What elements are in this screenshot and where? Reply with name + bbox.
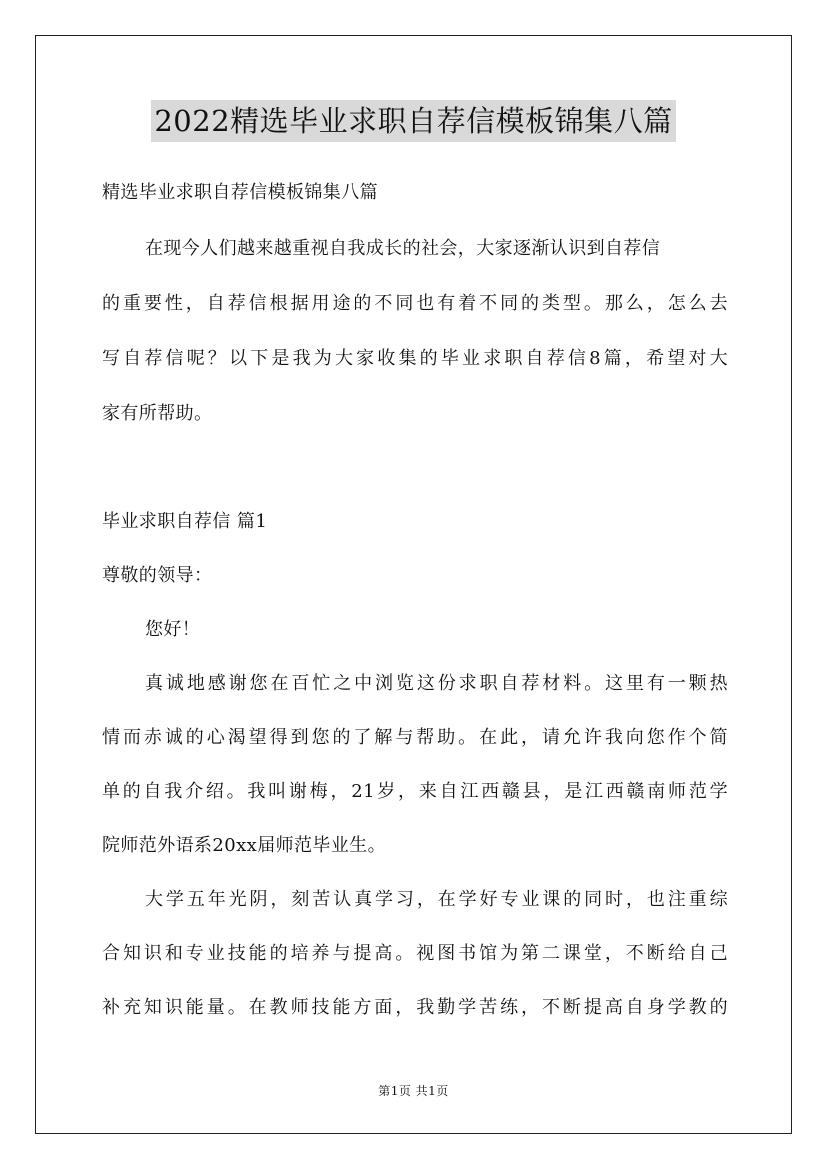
intro-line-3: 写自荐信呢？以下是我为大家收集的毕业求职自荐信8篇，希望对大 (102, 348, 728, 369)
paragraph2-line-3: 补充知识能量。在教师技能方面，我勤学苦练，不断提高自身学教的 (102, 997, 728, 1018)
paragraph1-line-3: 单的自我介绍。我叫谢梅，21岁，来自江西赣县，是江西赣南师范学 (102, 781, 728, 802)
paragraph2-line-2: 合知识和专业技能的培养与提高。视图书馆为第二课堂，不断给自己 (102, 943, 728, 964)
intro-line-4: 家有所帮助。 (102, 403, 213, 424)
paragraph1-line-4: 院师范外语系20xx届师范毕业生。 (102, 835, 387, 856)
salutation: 尊敬的领导： (102, 565, 213, 586)
paragraph2-line-1: 大学五年光阴，刻苦认真学习，在学好专业课的同时，也注重综 (145, 889, 728, 910)
paragraph1-line-1: 真诚地感谢您在百忙之中浏览这份求职自荐材料。这里有一颗热 (145, 673, 728, 694)
greeting: 您好！ (145, 619, 201, 640)
section-heading: 毕业求职自荐信 篇1 (102, 511, 268, 532)
paragraph1-line-2: 情而赤诚的心渴望得到您的了解与帮助。在此，请允许我向您作个简 (102, 727, 728, 748)
document-title: 2022精选毕业求职自荐信模板锦集八篇 (151, 100, 675, 142)
intro-line-2: 的重要性，自荐信根据用途的不同也有着不同的类型。那么，怎么去 (102, 293, 728, 314)
intro-line-1: 在现今人们越来越重视自我成长的社会，大家逐渐认识到自荐信 (145, 238, 661, 259)
document-subtitle: 精选毕业求职自荐信模板锦集八篇 (102, 182, 378, 203)
page-footer: 第1页 共1页 (378, 1084, 449, 1098)
title-wrap (0, 100, 827, 142)
